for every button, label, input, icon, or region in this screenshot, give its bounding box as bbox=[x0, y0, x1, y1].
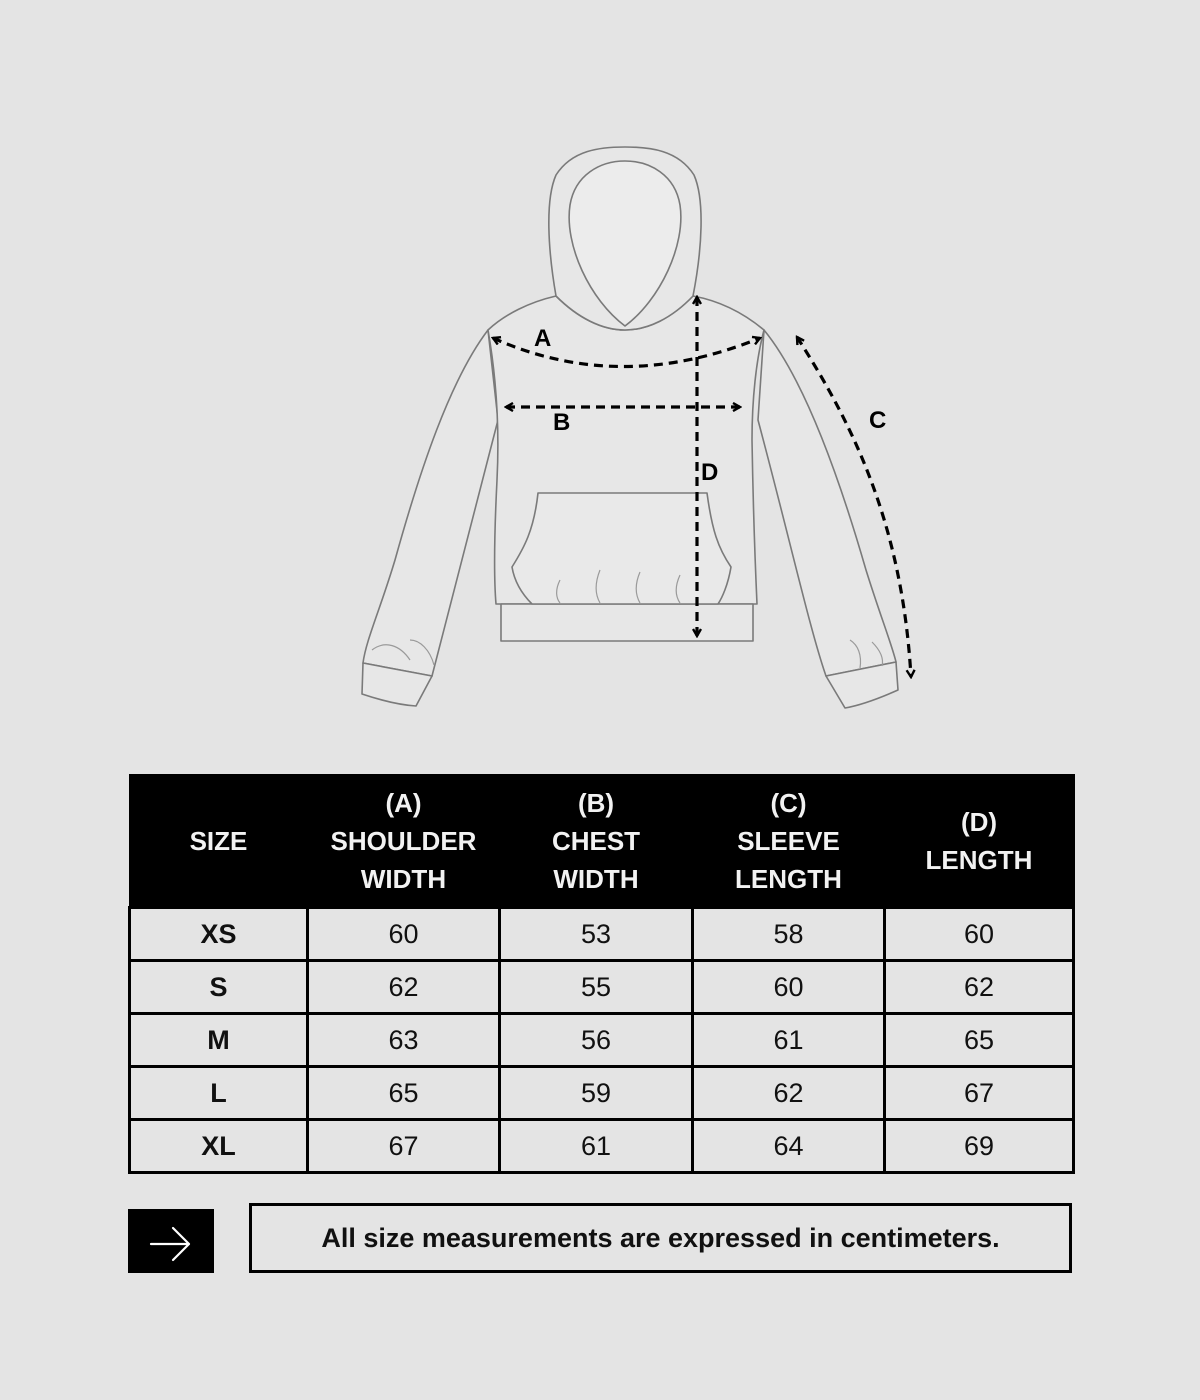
sleeve-cell: 62 bbox=[693, 1067, 885, 1120]
note-arrow-box bbox=[128, 1209, 214, 1273]
length-cell: 67 bbox=[885, 1067, 1074, 1120]
chest-cell: 61 bbox=[500, 1120, 693, 1173]
size-cell: S bbox=[130, 961, 308, 1014]
size-cell: L bbox=[130, 1067, 308, 1120]
sleeve-cell: 61 bbox=[693, 1014, 885, 1067]
header-size: SIZE bbox=[130, 775, 308, 908]
units-note-text: All size measurements are expressed in centimeters. bbox=[321, 1222, 1000, 1253]
sleeve-cell: 58 bbox=[693, 908, 885, 961]
table-row bbox=[130, 1120, 1074, 1173]
size-cell: M bbox=[130, 1014, 308, 1067]
header-length: (D) LENGTH bbox=[885, 775, 1074, 908]
size-cell: XS bbox=[130, 908, 308, 961]
table-row bbox=[130, 908, 1074, 961]
length-cell: 65 bbox=[885, 1014, 1074, 1067]
chest-cell: 55 bbox=[500, 961, 693, 1014]
label-c: C bbox=[869, 407, 887, 434]
size-cell: XL bbox=[130, 1120, 308, 1173]
shoulder-cell: 62 bbox=[308, 961, 500, 1014]
length-cell: 60 bbox=[885, 908, 1074, 961]
sleeve-cell: 60 bbox=[693, 961, 885, 1014]
header-chest-width: (B) CHEST WIDTH bbox=[500, 775, 693, 908]
arrow-right-icon bbox=[128, 1209, 214, 1273]
shoulder-cell: 60 bbox=[308, 908, 500, 961]
shoulder-cell: 63 bbox=[308, 1014, 500, 1067]
table-row bbox=[130, 1067, 1074, 1120]
label-a: A bbox=[534, 325, 552, 352]
sleeve-cell: 64 bbox=[693, 1120, 885, 1173]
hoodie-outline bbox=[362, 147, 898, 708]
header-shoulder-width: (A) SHOULDER WIDTH bbox=[308, 775, 500, 908]
header-sleeve-length: (C) SLEEVE LENGTH bbox=[693, 775, 885, 908]
label-d: D bbox=[701, 459, 719, 486]
units-note bbox=[249, 1203, 1072, 1273]
table-row bbox=[130, 1014, 1074, 1067]
chest-cell: 59 bbox=[500, 1067, 693, 1120]
table-row bbox=[130, 961, 1074, 1014]
chest-cell: 56 bbox=[500, 1014, 693, 1067]
label-b: B bbox=[553, 409, 571, 436]
size-chart-table bbox=[128, 774, 1075, 1174]
chest-cell: 53 bbox=[500, 908, 693, 961]
shoulder-cell: 65 bbox=[308, 1067, 500, 1120]
header-row bbox=[130, 775, 1074, 908]
length-cell: 69 bbox=[885, 1120, 1074, 1173]
length-cell: 62 bbox=[885, 961, 1074, 1014]
shoulder-cell: 67 bbox=[308, 1120, 500, 1173]
